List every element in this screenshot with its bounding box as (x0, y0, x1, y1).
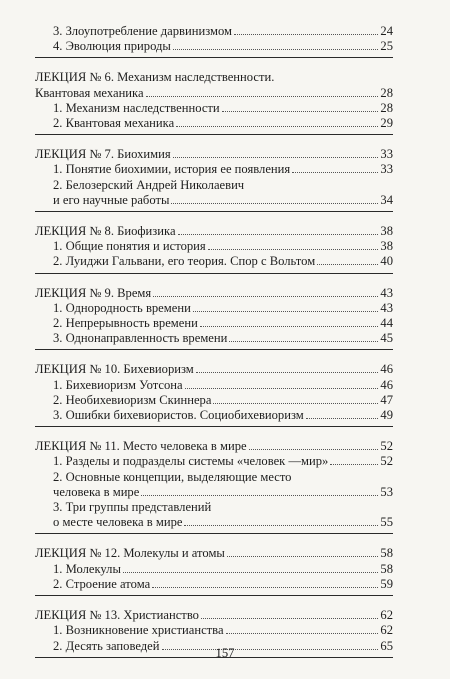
toc-entry-page: 25 (380, 39, 393, 54)
dot-leader (226, 633, 379, 634)
dot-leader (200, 326, 379, 327)
toc-entry-page: 33 (380, 147, 393, 162)
toc-entry-page: 44 (380, 316, 393, 331)
toc-entry-title: 3. Ошибки бихевиористов. Социобихевиоризм (53, 408, 304, 423)
dot-leader (178, 234, 379, 235)
dot-leader (330, 464, 378, 465)
toc-entry-title: 1. Общие понятия и история (53, 239, 206, 254)
toc-section (35, 70, 393, 135)
toc-subentry (35, 39, 393, 54)
toc-subentry (35, 470, 393, 485)
toc-entry-page: 46 (380, 362, 393, 377)
toc-section (35, 224, 393, 274)
dot-leader (173, 49, 379, 50)
toc-entry-title: ЛЕКЦИЯ № 6. Механизм наследственности. (35, 70, 275, 85)
table-of-contents (35, 24, 393, 670)
toc-section (35, 147, 393, 212)
toc-entry-page: 58 (380, 561, 393, 576)
dot-leader (184, 525, 378, 526)
dot-leader (171, 203, 378, 204)
toc-entry-title: 2. Квантовая механика (53, 116, 175, 131)
toc-subentry (35, 316, 393, 331)
toc-entry-page: 28 (380, 85, 393, 100)
toc-entry-page: 62 (380, 623, 393, 638)
toc-entry-title: ЛЕКЦИЯ № 10. Бихевиоризм (35, 362, 194, 377)
toc-entry-page: 43 (380, 300, 393, 315)
toc-section (35, 439, 393, 534)
toc-entry-title: ЛЕКЦИЯ № 11. Место человека в мире (35, 439, 247, 454)
dot-leader (176, 126, 378, 127)
dot-leader (222, 111, 379, 112)
toc-subentry (35, 562, 393, 577)
toc-lecture-heading (35, 86, 393, 101)
toc-entry-title: 1. Разделы и подразделы системы «человек —мир» (53, 454, 329, 469)
toc-subentry (35, 577, 393, 592)
toc-entry-page: 62 (380, 608, 393, 623)
dot-leader (146, 96, 379, 97)
toc-entry-title: 2. Необихевиоризм Скиннера (53, 392, 212, 407)
toc-entry-title: 2. Непрерывность времени (53, 316, 198, 331)
toc-section (35, 286, 393, 351)
toc-entry-page: 33 (380, 162, 393, 177)
toc-entry-title: ЛЕКЦИЯ № 13. Христианство (35, 608, 199, 623)
dot-leader (208, 249, 379, 250)
toc-entry-page: 52 (380, 454, 393, 469)
toc-entry-page: 38 (380, 224, 393, 239)
dot-leader (152, 587, 378, 588)
toc-subentry (35, 485, 393, 500)
toc-entry-page: 65 (380, 638, 393, 653)
toc-subentry (35, 162, 393, 177)
toc-subentry (35, 254, 393, 269)
dot-leader (153, 296, 378, 297)
dot-leader (201, 618, 378, 619)
toc-entry-page: 49 (380, 408, 393, 423)
toc-entry-title: ЛЕКЦИЯ № 9. Время (35, 285, 152, 300)
toc-lecture-heading (35, 362, 393, 377)
dot-leader (229, 341, 378, 342)
dot-leader (141, 495, 378, 496)
toc-entry-title: 1. Механизм наследственности (53, 100, 220, 115)
toc-subentry (35, 500, 393, 515)
toc-subentry (35, 24, 393, 39)
dot-leader (234, 34, 378, 35)
toc-entry-title: ЛЕКЦИЯ № 8. Биофизика (35, 224, 176, 239)
toc-lecture-heading (35, 439, 393, 454)
toc-entry-title: ЛЕКЦИЯ № 12. Молекулы и атомы (35, 546, 225, 561)
dot-leader (306, 418, 379, 419)
toc-subentry (35, 331, 393, 346)
toc-entry-title: 1. Понятие биохимии, история ее появления (53, 162, 291, 177)
toc-entry-page: 40 (380, 254, 393, 269)
toc-entry-page: 45 (380, 331, 393, 346)
toc-subentry (35, 408, 393, 423)
toc-entry-page: 34 (380, 192, 393, 207)
toc-entry-title: 2. Десять заповедей (53, 638, 160, 653)
toc-entry-page: 58 (380, 546, 393, 561)
dot-leader (193, 311, 379, 312)
toc-subentry (35, 178, 393, 193)
toc-subentry (35, 239, 393, 254)
toc-subentry (35, 454, 393, 469)
toc-entry-title: 2. Основные концепции, выделяющие место (53, 469, 292, 484)
toc-subentry (35, 515, 393, 530)
dot-leader (123, 572, 378, 573)
toc-entry-title: 1. Бихевиоризм Уотсона (53, 377, 183, 392)
toc-entry-title: человека в мире (53, 484, 140, 499)
toc-section (35, 362, 393, 427)
toc-lecture-heading (35, 147, 393, 162)
toc-entry-page: 52 (380, 439, 393, 454)
dot-leader (249, 449, 379, 450)
dot-leader (173, 157, 379, 158)
toc-entry-title: 2. Строение атома (53, 576, 151, 591)
toc-entry-title: ЛЕКЦИЯ № 7. Биохимия (35, 147, 171, 162)
toc-entry-title: 3. Три группы представлений (53, 500, 212, 515)
dot-leader (196, 372, 379, 373)
toc-entry-title: 3. Однонаправленность времени (53, 331, 228, 346)
toc-entry-title: Квантовая механика (35, 85, 144, 100)
toc-subentry (35, 393, 393, 408)
toc-subentry (35, 623, 393, 638)
toc-entry-title: 1. Молекулы (53, 561, 121, 576)
toc-entry-page: 53 (380, 484, 393, 499)
toc-section (35, 546, 393, 596)
toc-entry-title: о месте человека в мире (53, 515, 183, 530)
toc-entry-page: 24 (380, 24, 393, 38)
toc-entry-title: 1. Однородность времени (53, 300, 191, 315)
dot-leader (227, 556, 379, 557)
toc-subentry (35, 378, 393, 393)
toc-section (35, 24, 393, 58)
dot-leader (317, 264, 378, 265)
toc-entry-page: 47 (380, 392, 393, 407)
toc-subentry (35, 301, 393, 316)
toc-entry-title: 3. Злоупотребление дарвинизмом (53, 24, 232, 38)
toc-lecture-heading (35, 70, 393, 85)
dot-leader (213, 403, 378, 404)
toc-entry-page: 46 (380, 377, 393, 392)
toc-lecture-heading (35, 608, 393, 623)
dot-leader (185, 388, 379, 389)
toc-subentry (35, 101, 393, 116)
toc-entry-page: 38 (380, 239, 393, 254)
toc-entry-title: 1. Возникновение христианства (53, 623, 224, 638)
toc-entry-page: 28 (380, 100, 393, 115)
toc-entry-page: 55 (380, 515, 393, 530)
toc-lecture-heading (35, 286, 393, 301)
toc-subentry (35, 116, 393, 131)
toc-lecture-heading (35, 546, 393, 561)
dot-leader (292, 172, 378, 173)
toc-entry-title: 2. Луиджи Гальвани, его теория. Спор с Вольтом (53, 254, 316, 269)
toc-entry-page: 29 (380, 116, 393, 131)
toc-lecture-heading (35, 224, 393, 239)
toc-entry-title: 2. Белозерский Андрей Николаевич (53, 177, 245, 192)
toc-subentry (35, 193, 393, 208)
toc-entry-page: 59 (380, 576, 393, 591)
toc-entry-title: 4. Эволюция природы (53, 39, 171, 54)
toc-entry-title: и его научные работы (53, 192, 170, 207)
toc-entry-page: 43 (380, 285, 393, 300)
page-number: 157 (215, 646, 235, 660)
